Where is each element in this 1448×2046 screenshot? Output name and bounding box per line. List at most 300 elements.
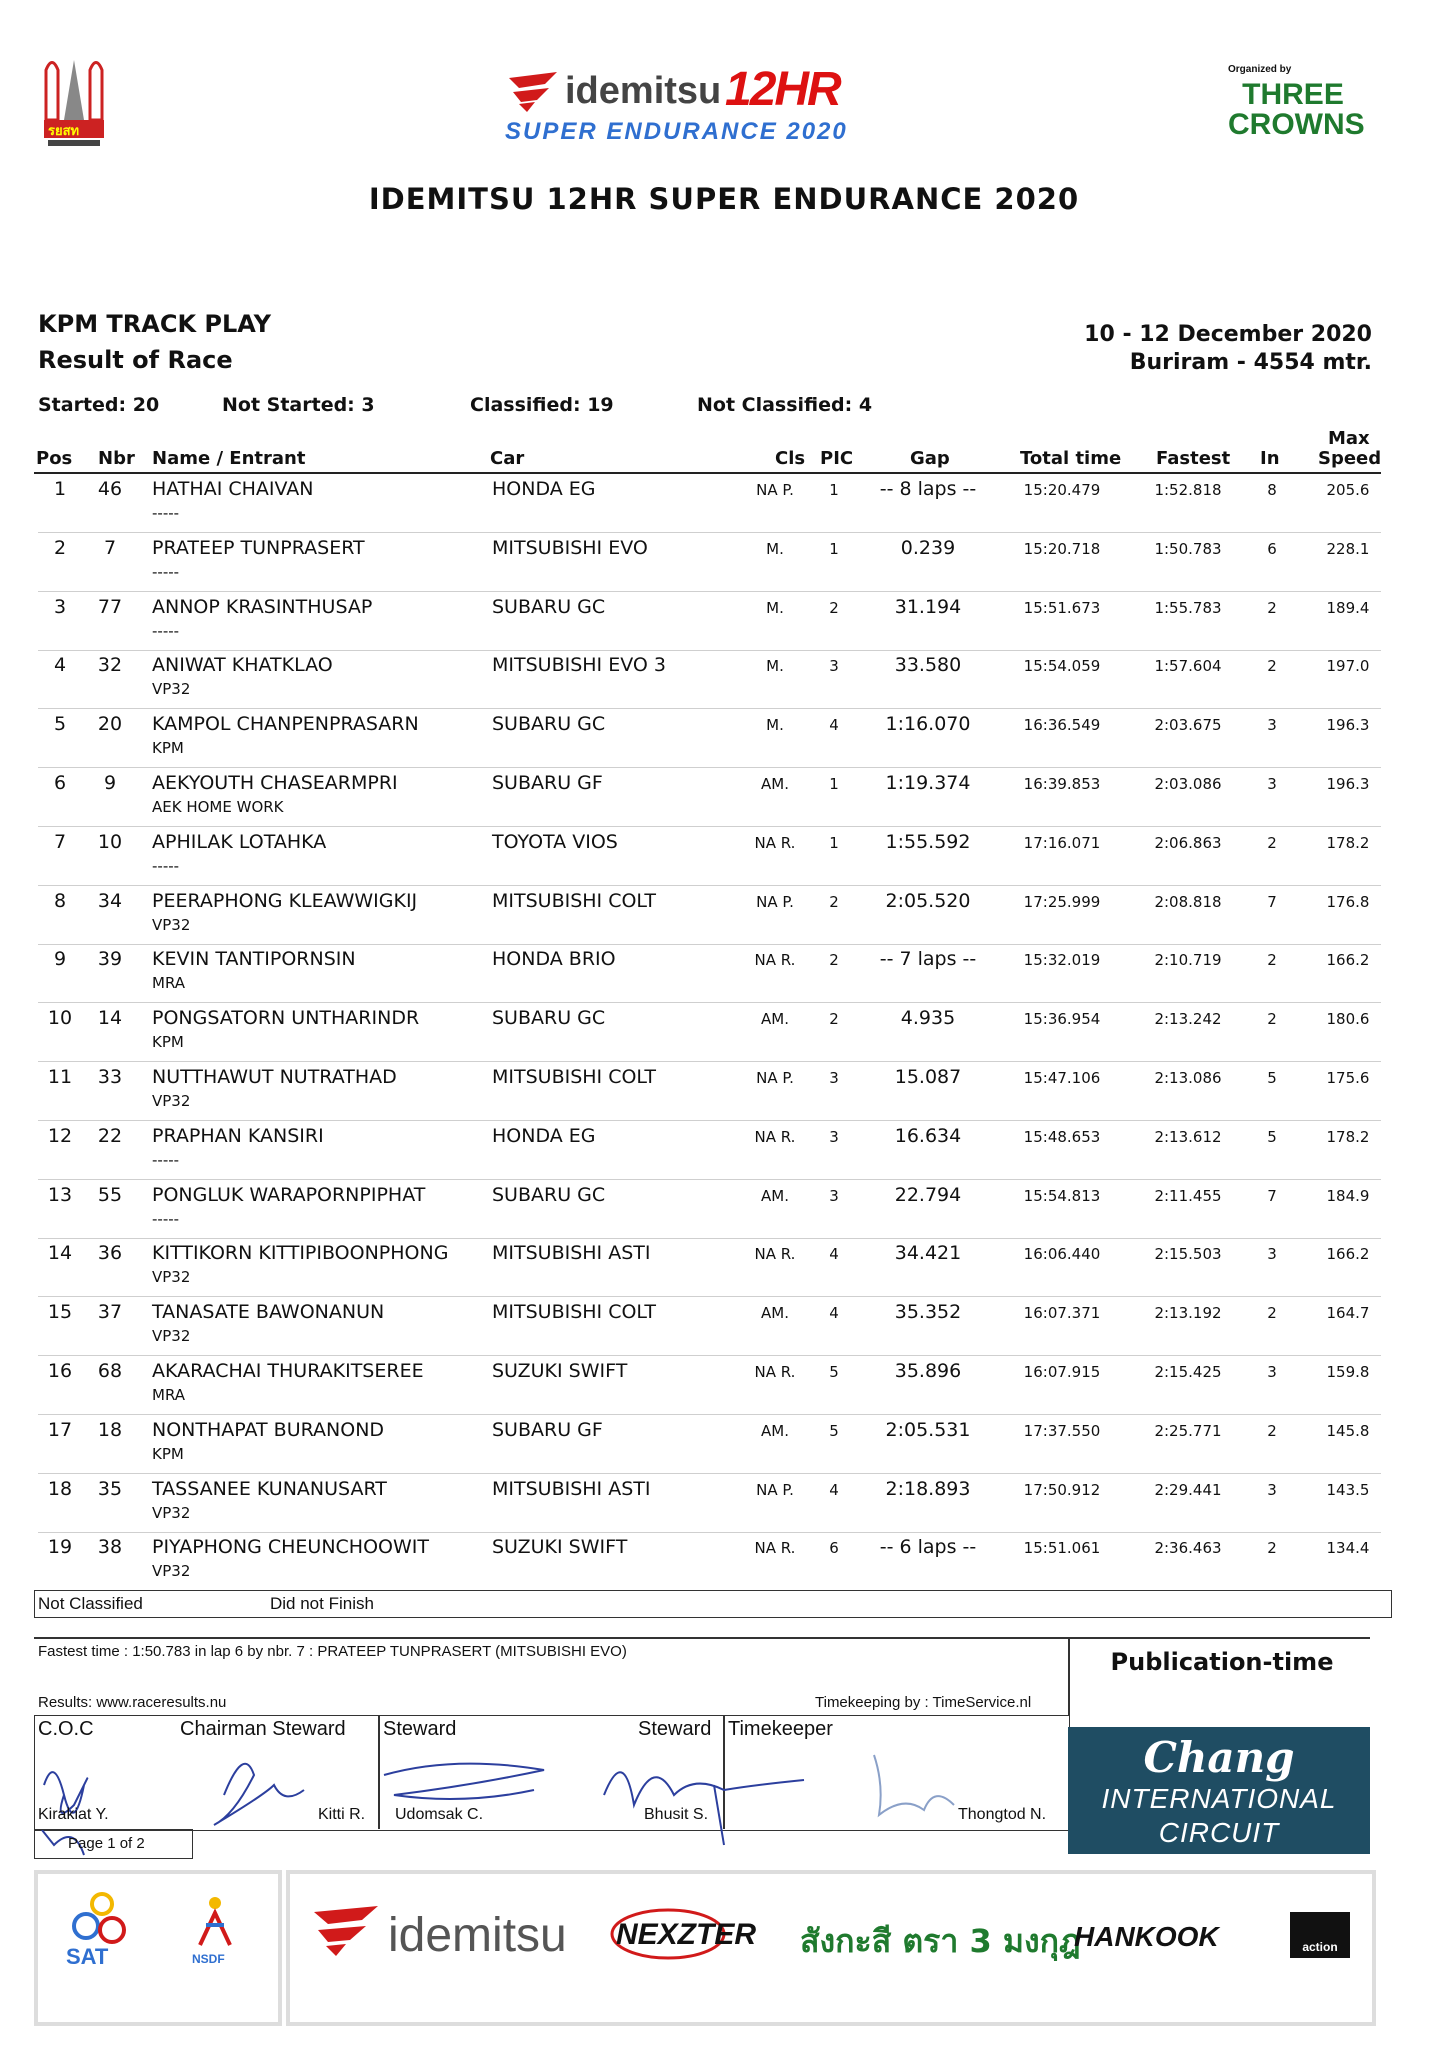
row-gap: 1:16.070 [885,713,971,736]
table-row [0,831,1448,889]
row-nbr: 37 [97,1301,123,1324]
row-class: M. [766,539,784,558]
row-separator [38,1473,1381,1474]
row-total-time: 15:54.059 [1023,657,1101,676]
row-total-time: 15:51.061 [1023,1539,1101,1558]
row-pic: 1 [829,539,839,558]
row-class: NA R. [754,833,796,852]
event-title: IDEMITSU 12HR SUPER ENDURANCE 2020 [368,182,1080,216]
row-fastest-in-lap: 2 [1267,833,1277,852]
row-fastest-in-lap: 3 [1267,775,1277,793]
row-nbr: 39 [97,948,123,971]
row-fastest-lap: 2:11.455 [1154,1186,1222,1205]
row-fastest-in-lap: 2 [1267,598,1277,617]
row-gap: 31.194 [894,595,962,618]
row-pic: 2 [829,598,839,617]
row-car: MITSUBISHI COLT [492,1301,656,1324]
row-fastest-lap: 2:36.463 [1154,1539,1222,1558]
row-car: SUZUKI SWIFT [492,1360,628,1382]
row-class: AM. [761,1304,789,1323]
row-car: SUBARU GF [492,772,603,794]
row-driver-name: NUTTHAWUT NUTRATHAD [152,1066,397,1088]
row-class: AM. [761,1421,789,1440]
row-entrant: ----- [152,1209,180,1228]
steward-label-2: Steward [638,1718,712,1740]
row-pos: 12 [47,1124,73,1147]
chang-international: INTERNATIONAL [1101,1783,1337,1814]
row-total-time: 16:36.549 [1023,716,1101,735]
row-separator [38,1355,1381,1356]
three-crowns-thai-sponsor: สังกะสี ตรา 3 มงกุฎ [800,1922,1081,1960]
row-entrant: KPM [152,1033,184,1052]
row-separator [38,1120,1381,1121]
row-pos: 19 [47,1536,73,1559]
row-nbr: 20 [97,713,123,736]
hankook-sponsor: HANKOOK [1074,1921,1219,1952]
row-class: AM. [761,1010,789,1029]
row-entrant: MRA [152,974,186,993]
row-car: SUBARU GC [492,1007,606,1030]
row-entrant: VP32 [152,1092,191,1110]
row-separator [38,826,1381,827]
row-driver-name: ANNOP KRASINTHUSAP [152,595,373,618]
signature-steward-2-tail [714,1785,724,1845]
row-max-speed: 196.3 [1326,775,1370,793]
row-car: MITSUBISHI EVO 3 [492,654,666,677]
row-pos: 10 [47,1007,73,1030]
row-entrant: KPM [152,1444,184,1463]
table-row [0,713,1448,771]
idemitsu-sponsor: idemitsu [388,1909,567,1962]
row-pic: 2 [829,892,839,911]
row-nbr: 77 [97,595,123,618]
row-fastest-in-lap: 6 [1267,539,1277,558]
row-fastest-in-lap: 3 [1267,1363,1277,1381]
row-fastest-lap: 1:50.783 [1154,539,1222,558]
row-pos: 14 [47,1242,73,1265]
row-separator [38,1414,1381,1415]
row-driver-name: PRATEEP TUNPRASERT [152,536,365,559]
row-separator [38,1179,1381,1180]
row-fastest-lap: 2:03.086 [1154,775,1222,793]
row-gap: 1:55.592 [885,830,971,853]
row-total-time: 17:37.550 [1023,1421,1101,1440]
col-name: Name / Entrant [152,448,306,469]
row-gap: 16.634 [894,1124,962,1147]
row-pic: 3 [829,1127,839,1146]
name-timekeeper: Thongtod N. [958,1806,1047,1823]
row-max-speed: 205.6 [1326,481,1370,499]
raat-logo-text: รยสท [48,123,80,138]
table-row [0,772,1448,830]
row-nbr: 14 [97,1007,123,1030]
classified-count: Classified: 19 [470,394,614,416]
row-pic: 6 [829,1539,839,1558]
row-nbr: 9 [103,772,117,794]
row-total-time: 16:06.440 [1023,1245,1101,1264]
row-separator [38,532,1381,533]
row-fastest-lap: 2:13.192 [1154,1304,1222,1323]
row-pic: 4 [829,1480,839,1499]
row-total-time: 17:50.912 [1023,1480,1101,1499]
row-nbr: 46 [97,478,123,500]
row-entrant: VP32 [152,1327,191,1346]
row-pic: 3 [829,1186,839,1205]
footer-rule [34,1637,1070,1639]
row-class: NA R. [754,1127,796,1146]
started-count: Started: 20 [38,394,160,416]
row-nbr: 68 [97,1360,123,1382]
row-max-speed: 166.2 [1326,1245,1370,1264]
row-pos: 18 [47,1477,73,1500]
table-row [0,1419,1448,1477]
row-entrant: VP32 [152,1562,191,1581]
row-driver-name: ANIWAT KHATKLAO [152,654,333,677]
row-fastest-lap: 2:15.425 [1154,1363,1222,1381]
row-gap: -- 7 laps -- [879,948,977,971]
row-class: NA R. [754,1245,796,1264]
row-fastest-lap: 2:13.612 [1154,1127,1222,1146]
table-row [0,1066,1448,1124]
row-separator [38,1532,1381,1533]
row-pic: 4 [829,1245,839,1264]
row-fastest-in-lap: 7 [1267,1186,1277,1205]
row-entrant: ----- [152,1150,180,1169]
class-name: KPM TRACK PLAY [38,310,271,338]
col-nbr: Nbr [98,448,135,469]
chang-circuit-logo [1068,1727,1370,1854]
table-row [0,596,1448,654]
row-total-time: 15:36.954 [1023,1010,1101,1029]
table-row [0,1007,1448,1065]
row-pos: 9 [53,948,67,971]
nsdf-logo-text: NSDF [192,1952,225,1966]
row-gap: 15.087 [894,1066,962,1088]
row-pos: 6 [53,772,67,794]
row-pic: 1 [829,481,839,499]
row-gap: 1:19.374 [885,772,971,794]
chairman-steward-label: Chairman Steward [180,1718,346,1740]
organized-by-label: Organized by [1228,64,1292,75]
row-class: AM. [761,775,789,793]
timekeeping-credit: Timekeeping by : TimeService.nl [815,1694,1032,1711]
row-driver-name: AKARACHAI THURAKITSEREE [152,1360,424,1382]
col-total-time: Total time [1020,448,1122,469]
row-gap: -- 6 laps -- [879,1536,977,1559]
row-class: NA P. [756,892,794,911]
row-nbr: 22 [97,1124,123,1147]
row-entrant: ----- [152,621,180,640]
row-nbr: 7 [103,536,117,559]
row-pic: 5 [829,1363,839,1381]
chang-circuit: CIRCUIT [1158,1817,1280,1848]
row-pic: 1 [829,775,839,793]
row-gap: 33.580 [894,654,962,677]
event-date: 10 - 12 December 2020 [1084,322,1372,347]
timekeeper-label: Timekeeper [728,1718,833,1740]
row-total-time: 15:20.479 [1023,481,1101,499]
row-separator [38,1238,1381,1239]
name-steward-1: Udomsak C. [395,1806,484,1823]
row-nbr: 18 [97,1418,123,1441]
row-car: MITSUBISHI ASTI [492,1477,651,1500]
row-nbr: 34 [97,889,123,912]
name-steward-2: Bhusit S. [644,1806,709,1823]
row-max-speed: 189.4 [1326,598,1370,617]
row-separator [38,1002,1381,1003]
row-total-time: 15:32.019 [1023,951,1101,970]
col-in: In [1260,448,1280,469]
row-class: NA P. [756,481,794,499]
table-row [0,1184,1448,1242]
row-max-speed: 145.8 [1326,1421,1370,1440]
row-nbr: 33 [97,1066,123,1088]
header-rule [34,472,1381,474]
row-fastest-lap: 2:15.503 [1154,1245,1222,1264]
row-max-speed: 197.0 [1326,657,1370,676]
row-car: MITSUBISHI EVO [492,536,648,559]
col-car: Car [490,448,525,469]
row-driver-name: PIYAPHONG CHEUNCHOOWIT [152,1536,430,1559]
publication-time: Publication-time [1110,1648,1334,1676]
row-pic: 3 [829,657,839,676]
table-row [0,948,1448,1006]
row-car: HONDA EG [492,1124,596,1147]
row-fastest-in-lap: 3 [1267,716,1277,735]
row-pic: 1 [829,833,839,852]
row-fastest-lap: 2:06.863 [1154,833,1222,852]
session-title: Result of Race [38,346,233,374]
signature-chairman [214,1764,304,1825]
name-chairman: Kitti R. [318,1806,366,1823]
page-number: Page 1 of 2 [68,1835,145,1852]
row-max-speed: 143.5 [1326,1480,1370,1499]
row-fastest-lap: 2:25.771 [1154,1421,1222,1440]
row-pos: 2 [53,536,67,559]
steward-label-1: Steward [383,1718,457,1740]
row-gap: 2:18.893 [885,1477,971,1500]
row-driver-name: PEERAPHONG KLEAWWIGKIJ [152,889,418,912]
row-car: HONDA BRIO [492,948,616,971]
row-max-speed: 180.6 [1326,1010,1370,1029]
table-row [0,1301,1448,1359]
row-car: SUBARU GC [492,713,606,736]
row-fastest-in-lap: 2 [1267,951,1277,970]
row-pos: 4 [53,654,67,677]
row-pos: 8 [53,889,67,912]
nexzter-sponsor: NEXZTER [616,1918,757,1951]
row-driver-name: HATHAI CHAIVAN [152,478,314,500]
row-pos: 16 [47,1360,73,1382]
row-nbr: 55 [97,1183,123,1206]
row-class: NA P. [756,1069,794,1087]
row-class: M. [766,716,784,735]
row-nbr: 38 [97,1536,123,1559]
not-classified-box [34,1590,1392,1618]
row-pos: 15 [47,1301,73,1324]
signature-steward-2 [604,1772,804,1805]
row-separator [38,767,1381,768]
row-fastest-lap: 1:57.604 [1154,657,1222,676]
idemitsu-sponsor-flame-icon [310,1904,382,1958]
row-fastest-lap: 2:13.086 [1154,1069,1222,1087]
row-pos: 13 [47,1183,73,1206]
super-endurance-subtitle: SUPER ENDURANCE 2020 [505,118,848,145]
row-fastest-in-lap: 2 [1267,657,1277,676]
row-fastest-in-lap: 8 [1267,481,1277,499]
row-class: AM. [761,1186,789,1205]
row-gap: 2:05.531 [885,1418,971,1441]
row-entrant: VP32 [152,915,191,934]
row-class: NA P. [756,1480,794,1499]
row-pic: 2 [829,1010,839,1029]
row-pos: 5 [53,713,67,736]
row-fastest-lap: 1:52.818 [1154,481,1222,499]
row-entrant: VP32 [152,1268,191,1287]
row-total-time: 16:39.853 [1023,775,1101,793]
col-speed: Speed [1318,448,1382,469]
three-crowns-line2: CROWNS [1228,108,1365,141]
row-class: M. [766,657,784,676]
row-pic: 3 [829,1069,839,1087]
idemitsu-flame-icon [505,70,561,114]
row-entrant: ----- [152,856,180,875]
row-entrant: AEK HOME WORK [152,798,284,816]
row-separator [38,944,1381,945]
row-max-speed: 176.8 [1326,892,1370,911]
table-row [0,890,1448,948]
row-gap: 2:05.520 [885,889,971,912]
not-classified-reason: Did not Finish [270,1594,374,1613]
table-row [0,1125,1448,1183]
row-pic: 2 [829,951,839,970]
row-pos: 17 [47,1418,73,1441]
row-entrant: VP32 [152,1503,191,1522]
row-driver-name: KITTIKORN KITTIPIBOONPHONG [152,1242,449,1265]
row-total-time: 16:07.915 [1023,1363,1101,1381]
footer-divider [1068,1638,1070,1716]
idemitsu-logo-word: idemitsu [565,70,722,112]
table-row [0,1536,1448,1594]
row-max-speed: 175.6 [1326,1069,1370,1087]
signature-timekeeper [874,1755,954,1815]
row-pos: 3 [53,595,67,618]
col-fastest: Fastest [1156,448,1231,469]
three-crowns-line1: THREE [1242,78,1344,111]
row-gap: 22.794 [894,1183,962,1206]
row-class: M. [766,598,784,617]
row-car: MITSUBISHI COLT [492,1066,656,1088]
row-fastest-in-lap: 5 [1267,1127,1277,1146]
row-fastest-in-lap: 5 [1267,1069,1277,1087]
three-crowns-logo [1228,78,1365,141]
row-nbr: 35 [97,1477,123,1500]
row-class: NA R. [754,951,796,970]
row-pos: 1 [53,478,67,500]
row-driver-name: AEKYOUTH CHASEARMPRI [152,772,398,794]
row-entrant: KPM [152,739,184,758]
row-fastest-in-lap: 3 [1267,1480,1277,1499]
table-row [0,478,1448,536]
row-total-time: 17:25.999 [1023,892,1101,911]
row-car: MITSUBISHI ASTI [492,1242,651,1265]
row-car: HONDA EG [492,478,596,500]
chang-word: Chang [1143,1733,1295,1782]
row-pos: 7 [53,830,67,853]
row-separator [38,708,1381,709]
row-total-time: 15:54.813 [1023,1186,1101,1205]
row-pic: 4 [829,716,839,735]
row-fastest-in-lap: 2 [1267,1010,1277,1029]
row-driver-name: APHILAK LOTAHKA [152,830,327,853]
row-max-speed: 164.7 [1326,1304,1370,1323]
row-max-speed: 166.2 [1326,951,1370,970]
row-car: SUBARU GF [492,1418,603,1441]
row-fastest-lap: 2:10.719 [1154,951,1222,970]
row-nbr: 32 [97,654,123,677]
row-max-speed: 134.4 [1326,1539,1370,1558]
row-car: SUZUKI SWIFT [492,1536,628,1559]
table-row [0,1478,1448,1536]
row-gap: -- 8 laps -- [879,478,977,500]
row-max-speed: 228.1 [1326,539,1370,558]
row-pic: 4 [829,1304,839,1323]
row-entrant: MRA [152,1386,186,1404]
row-separator [38,650,1381,651]
footer-rule-right [1070,1637,1370,1639]
row-separator [38,1061,1381,1062]
row-class: NA R. [754,1539,796,1558]
row-class: NA R. [754,1363,796,1381]
row-max-speed: 178.2 [1326,1127,1370,1146]
results-url: Results: www.raceresults.nu [38,1694,227,1711]
col-max: Max [1328,428,1370,449]
table-row [0,537,1448,595]
signature-steward-1 [384,1764,544,1799]
sat-logo-text: SAT [66,1944,109,1969]
name-coc: Kirakiat Y. [38,1806,109,1823]
row-pic: 5 [829,1421,839,1440]
row-driver-name: KEVIN TANTIPORNSIN [152,948,356,971]
row-fastest-in-lap: 2 [1267,1421,1277,1440]
fastest-time-note: Fastest time : 1:50.783 in lap 6 by nbr. 7 : PRATEEP TUNPRASERT (MITSUBISHI EVO) [38,1643,627,1660]
row-gap: 35.352 [894,1301,962,1324]
not-started-count: Not Started: 3 [222,394,375,416]
row-max-speed: 184.9 [1326,1186,1370,1205]
row-car: MITSUBISHI COLT [492,889,656,912]
row-total-time: 15:47.106 [1023,1069,1101,1087]
event-venue: Buriram - 4554 mtr. [1129,350,1372,375]
row-nbr: 10 [97,830,123,853]
row-fastest-lap: 2:29.441 [1154,1480,1222,1499]
not-classified-count: Not Classified: 4 [697,394,873,416]
col-pic: PIC [820,448,854,469]
row-car: SUBARU GC [492,595,606,618]
row-separator [38,591,1381,592]
row-gap: 34.421 [894,1242,962,1265]
table-row [0,1360,1448,1418]
row-total-time: 15:51.673 [1023,598,1101,617]
row-entrant: VP32 [152,680,191,699]
row-driver-name: PONGLUK WARAPORNPIPHAT [152,1183,426,1206]
row-gap: 4.935 [900,1007,956,1030]
action-sponsor: action [1290,1912,1350,1958]
row-total-time: 17:16.071 [1023,833,1101,852]
row-total-time: 15:20.718 [1023,539,1101,558]
row-driver-name: TASSANEE KUNANUSART [152,1477,387,1500]
row-max-speed: 159.8 [1326,1363,1370,1381]
row-nbr: 36 [97,1242,123,1265]
